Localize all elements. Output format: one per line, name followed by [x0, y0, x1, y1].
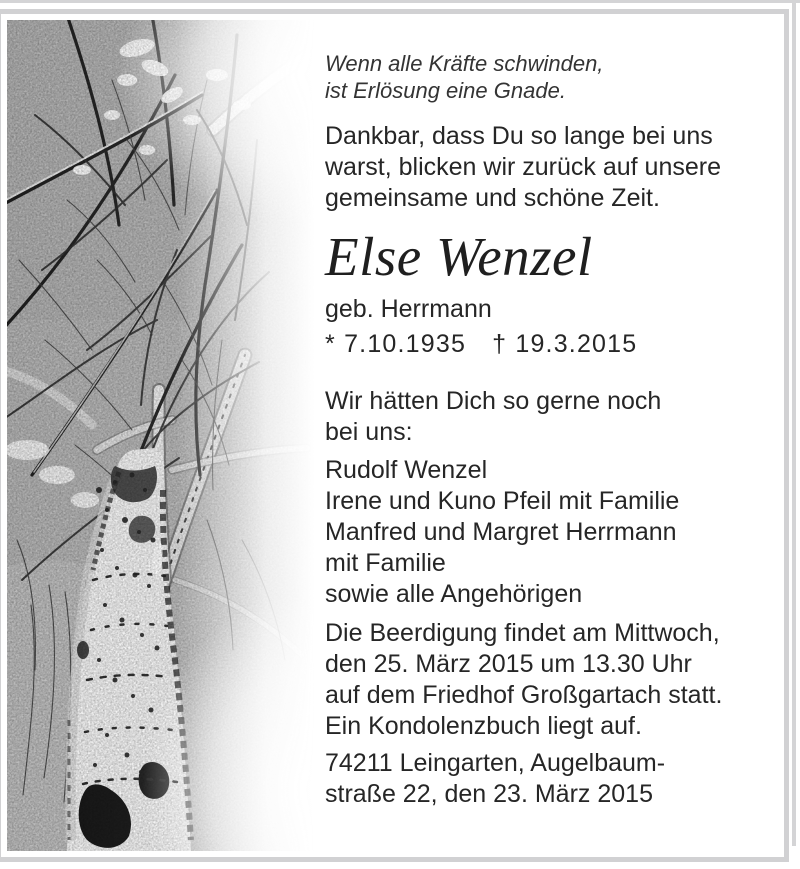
deceased-name: Else Wenzel	[325, 226, 593, 287]
death-date: † 19.3.2015	[492, 330, 638, 358]
obituary-text	[315, 20, 778, 851]
mourners-list: Rudolf Wenzel Irene und Kuno Pfeil mit Familie Manfred und Margret Herrmann mit Familie sowie alle Angehörigen	[325, 456, 680, 608]
epigraph: Wenn alle Kräfte schwinden, ist Erlösung eine Gnade.	[325, 51, 604, 103]
obituary-card	[0, 9, 789, 862]
mourning-intro: Wir hätten Dich so gerne noch bei uns:	[325, 387, 662, 446]
memorial-photo	[7, 20, 315, 851]
life-dates	[325, 329, 774, 360]
funeral-info: Die Beerdigung findet am Mittwoch, den 25. März 2015 um 13.30 Uhr auf dem Friedhof Großgartach statt. Ein Kondolenzbuch liegt auf.	[325, 619, 723, 740]
scan-edge-top-line	[0, 0, 800, 3]
birth-date: * 7.10.1935	[325, 330, 467, 358]
scan-edge-right-line	[792, 0, 796, 846]
winter-birch-tree-image	[7, 20, 315, 851]
gratitude-text: Dankbar, dass Du so lange bei uns warst, blicken wir zurück auf unsere gemeinsame und schöne Zeit.	[325, 122, 721, 212]
maiden-name: geb. Herrmann	[325, 295, 492, 323]
fade-overlay	[7, 20, 315, 851]
address-and-date: 74211 Leingarten, Augelbaum- straße 22, den 23. März 2015	[325, 749, 666, 808]
